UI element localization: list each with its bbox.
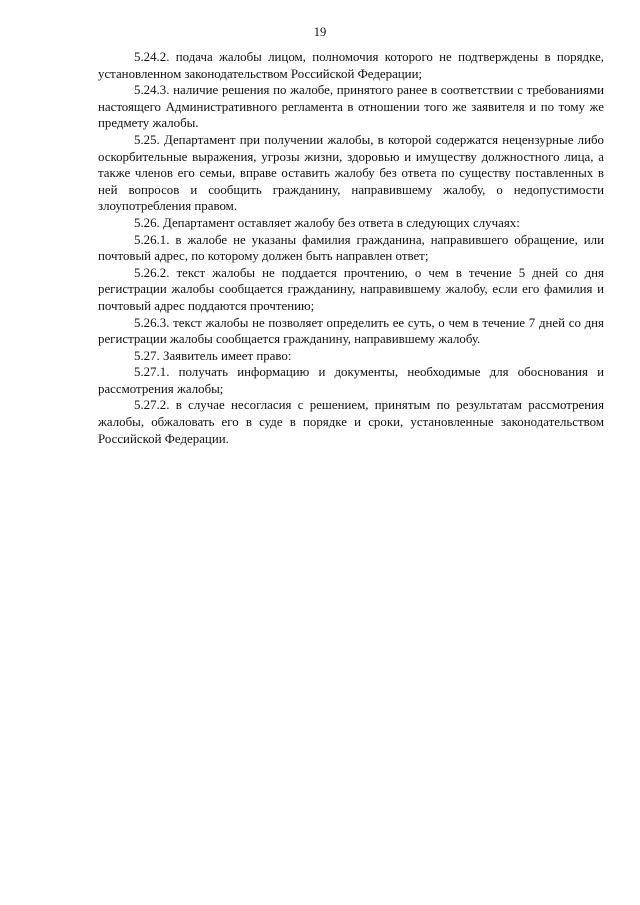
paragraph-5-27-2: 5.27.2. в случае несогласия с решением, принятым по результатам рассмотрения жалобы, обжаловать его в суде в порядке и сроки, установленные законодательством Российской Федерации.: [98, 398, 604, 446]
paragraph-5-24-3: 5.24.3. наличие решения по жалобе, принятого ранее в соответствии с требованиями настоящего Административного регламента в отношении того же заявителя и по тому же предмету жалобы.: [98, 83, 604, 131]
paragraph-5-27-1: 5.27.1. получать информацию и документы, необходимые для обоснования и рассмотрения жалобы;: [98, 365, 604, 396]
page-number: 19: [313, 25, 327, 39]
paragraph-5-26-1: 5.26.1. в жалобе не указаны фамилия гражданина, направившего обращение, или почтовый адрес, по которому должен быть направлен ответ;: [98, 232, 604, 264]
paragraph-5-26-2: 5.26.2. текст жалобы не поддается прочтению, о чем в течение 5 дней со дня регистрации жалобы сообщается гражданину, направившему жалобу, если его фамилия и почтовый адрес поддаются прочтению;: [98, 265, 604, 313]
document-body: [98, 49, 604, 447]
paragraph-5-24-2: 5.24.2. подача жалобы лицом, полномочия которого не подтверждены в порядке, установленном законодательством Российской Федерации;: [98, 50, 604, 81]
paragraph-5-26: 5.26. Департамент оставляет жалобу без ответа в следующих случаях:: [134, 215, 520, 230]
paragraph-5-27: 5.27. Заявитель имеет право:: [134, 348, 292, 363]
paragraph-5-26-3: 5.26.3. текст жалобы не позволяет определить ее суть, о чем в течение 7 дней со дня регистрации жалобы сообщается гражданину, направившему жалобу.: [98, 315, 604, 347]
paragraph-5-25: 5.25. Департамент при получении жалобы, в которой содержатся нецензурные либо оскорбительные выражения, угрозы жизни, здоровью и имуществу должностного лица, а также членов его семьи, вправе оставить жалобу без ответа по существу поставленных в ней вопросов и сообщить гражданину, направившему жалобу, о недопустимости злоупотребления правом.: [98, 132, 604, 214]
